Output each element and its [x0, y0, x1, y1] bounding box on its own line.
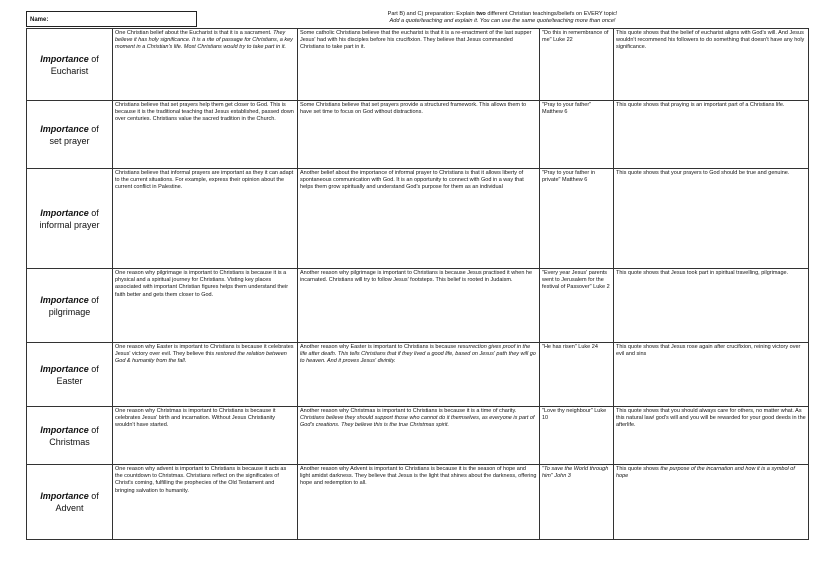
- belief-1-cell: Christians believe that set prayers help them get closer to God. This is because it is the traditional teaching that Jesus established, passed down over centuries. Christians value the sacred tradition in the Church.: [113, 101, 298, 169]
- topic-cell: Importance of pilgrimage: [27, 269, 113, 343]
- topic-cell: Importance of set prayer: [27, 101, 113, 169]
- belief-2-cell: Some Christians believe that set prayers provide a structured framework. This allows them to have set time to focus on God without distractions.: [298, 101, 540, 169]
- explanation-cell: This quote shows that Jesus rose again after crucifixion, reining victory over evil and sins: [614, 343, 809, 407]
- belief-2-cell: Another belief about the importance of informal prayer to Christians is that it allows liberty of spontaneous communication with God. It is an opportunity to connect with God in a way that helps them grow spiritually and understand God's purpose for them as an individual: [298, 169, 540, 269]
- instruction-bold: two: [476, 11, 486, 17]
- table-row: [27, 407, 809, 465]
- belief-2-cell: Some catholic Christians believe that the eucharist is that it is a re-enactment of the last supper Jesus' had with his disciples before his crucifixion. They believe that Jesus commanded Christians to take part in it.: [298, 29, 540, 101]
- quote-cell: "Do this in remembrance of me" Luke 22: [540, 29, 614, 101]
- table-row: [27, 465, 809, 540]
- explanation-cell: This quote shows that praying is an important part of a Christians life.: [614, 101, 809, 169]
- belief-2-cell: Another reason why Advent is important to Christians is because it is the season of hope and light amidst darkness. They believe that Jesus is the light that shines about the darkness, offering hope and redemption to all.: [298, 465, 540, 540]
- explanation-cell: This quote shows that your prayers to God should be true and genuine.: [614, 169, 809, 269]
- table-row: [27, 101, 809, 169]
- table-row: [27, 343, 809, 407]
- belief-1-cell: One reason why Easter is important to Christians is because it celebrates Jesus' victory over evil. They believe this restored the relation between God & humanity from the fall.: [113, 343, 298, 407]
- belief-1-cell: One reason why pilgrimage is important to Christians is because it is a physical and a spiritual journey for Christians. Visting key places associated with important Christian figures helps them understand their faith better and gets them closer to God.: [113, 269, 298, 343]
- explanation-cell: This quote shows the purpose of the incarnation and how it is a symbol of hope: [614, 465, 809, 540]
- topic-cell: Importance of Easter: [27, 343, 113, 407]
- topic-cell: Importance of informal prayer: [27, 169, 113, 269]
- belief-1-cell: One Christian belief about the Eucharist is that it is a sacrament. They believe it has holy significance. It is a rite of passage for Christians, a key moment in a Christian's life. Most Christians would try to take part in it.: [113, 29, 298, 101]
- instruction-suffix: different Christian teachings/beliefs on EVERY topic!: [485, 11, 618, 17]
- name-label: Name:: [30, 17, 49, 23]
- table-row: [27, 269, 809, 343]
- topic-cell: Importance of Eucharist: [27, 29, 113, 101]
- topics-table: [26, 28, 809, 540]
- name-field[interactable]: [26, 11, 197, 27]
- quote-cell: "Pray to your father in private" Matthew 6: [540, 169, 614, 269]
- belief-2-cell: Another reason why Easter is important to Christians is because resurrection gives proof in the life after death. This tells Christians that if they lived a good life, based on Jesus' path they will go to heaven. And it proves Jesus' divinity.: [298, 343, 540, 407]
- belief-1-cell: One reason why Christmas is important to Christians is because it celebrates Jesus' birth and incarnation. Without Jesus Christianity wouldn't have started.: [113, 407, 298, 465]
- belief-2-cell: Another reason why Christmas is important to Christians is because it is a time of charity. Christians believe they should support those who cannot do it themselves, as everyone is part of God's creations. They believe this is the true Christmas spirit.: [298, 407, 540, 465]
- quote-cell: "Love thy neighbour" Luke 10: [540, 407, 614, 465]
- belief-1-cell: Christians believe that informal prayers are important as they it can adapt to the current situations. For example, express their opinion about the current conflict in Palestine.: [113, 169, 298, 269]
- belief-1-cell: One reason why advent is important to Christians is because it acts as the countdown to Christmas. Christians reflect on the significates of Christ's coming, fulfilling the prophecies of the Old Testament and bringing salvation to humanity.: [113, 465, 298, 540]
- quote-cell: "He has risen" Luke 24: [540, 343, 614, 407]
- instructions: [197, 11, 808, 25]
- quote-cell: "Every year Jesus' parents went to Jerusalem for the festival of Passover" Luke 2: [540, 269, 614, 343]
- instruction-prefix: Part B) and C) preparation: Explain: [387, 11, 477, 17]
- quote-cell: "To save the World through him" John 3: [540, 465, 614, 540]
- quote-cell: "Pray to your father" Matthew 6: [540, 101, 614, 169]
- explanation-cell: This quote shows that the belief of eucharist aligns with God's will. And Jesus wouldn't recommend his followers to do something that doesn't have any holy significance.: [614, 29, 809, 101]
- worksheet: [26, 11, 808, 513]
- belief-2-cell: Another reason why pilgrimage is important to Christians is because Jesus practised it when he incarnated. Christians will try to follow Jesus' footsteps. This belief is rooted in Judaism.: [298, 269, 540, 343]
- explanation-cell: This quote shows that you should always care for others, no matter what. As this natural law/ god's will and you will be rewarded for your good deeds in the afterlife.: [614, 407, 809, 465]
- topic-cell: Importance of Christmas: [27, 407, 113, 465]
- table-row: [27, 29, 809, 101]
- worksheet-header: [26, 11, 808, 29]
- instruction-line-1: [197, 11, 808, 18]
- explanation-cell: This quote shows that Jesus took part in spiritual travelling, pilgrimage.: [614, 269, 809, 343]
- table-row: [27, 169, 809, 269]
- instruction-line-2: Add a quote/teaching and explain it. You can use the same quote/teaching more than once!: [389, 18, 616, 24]
- topic-cell: Importance of Advent: [27, 465, 113, 540]
